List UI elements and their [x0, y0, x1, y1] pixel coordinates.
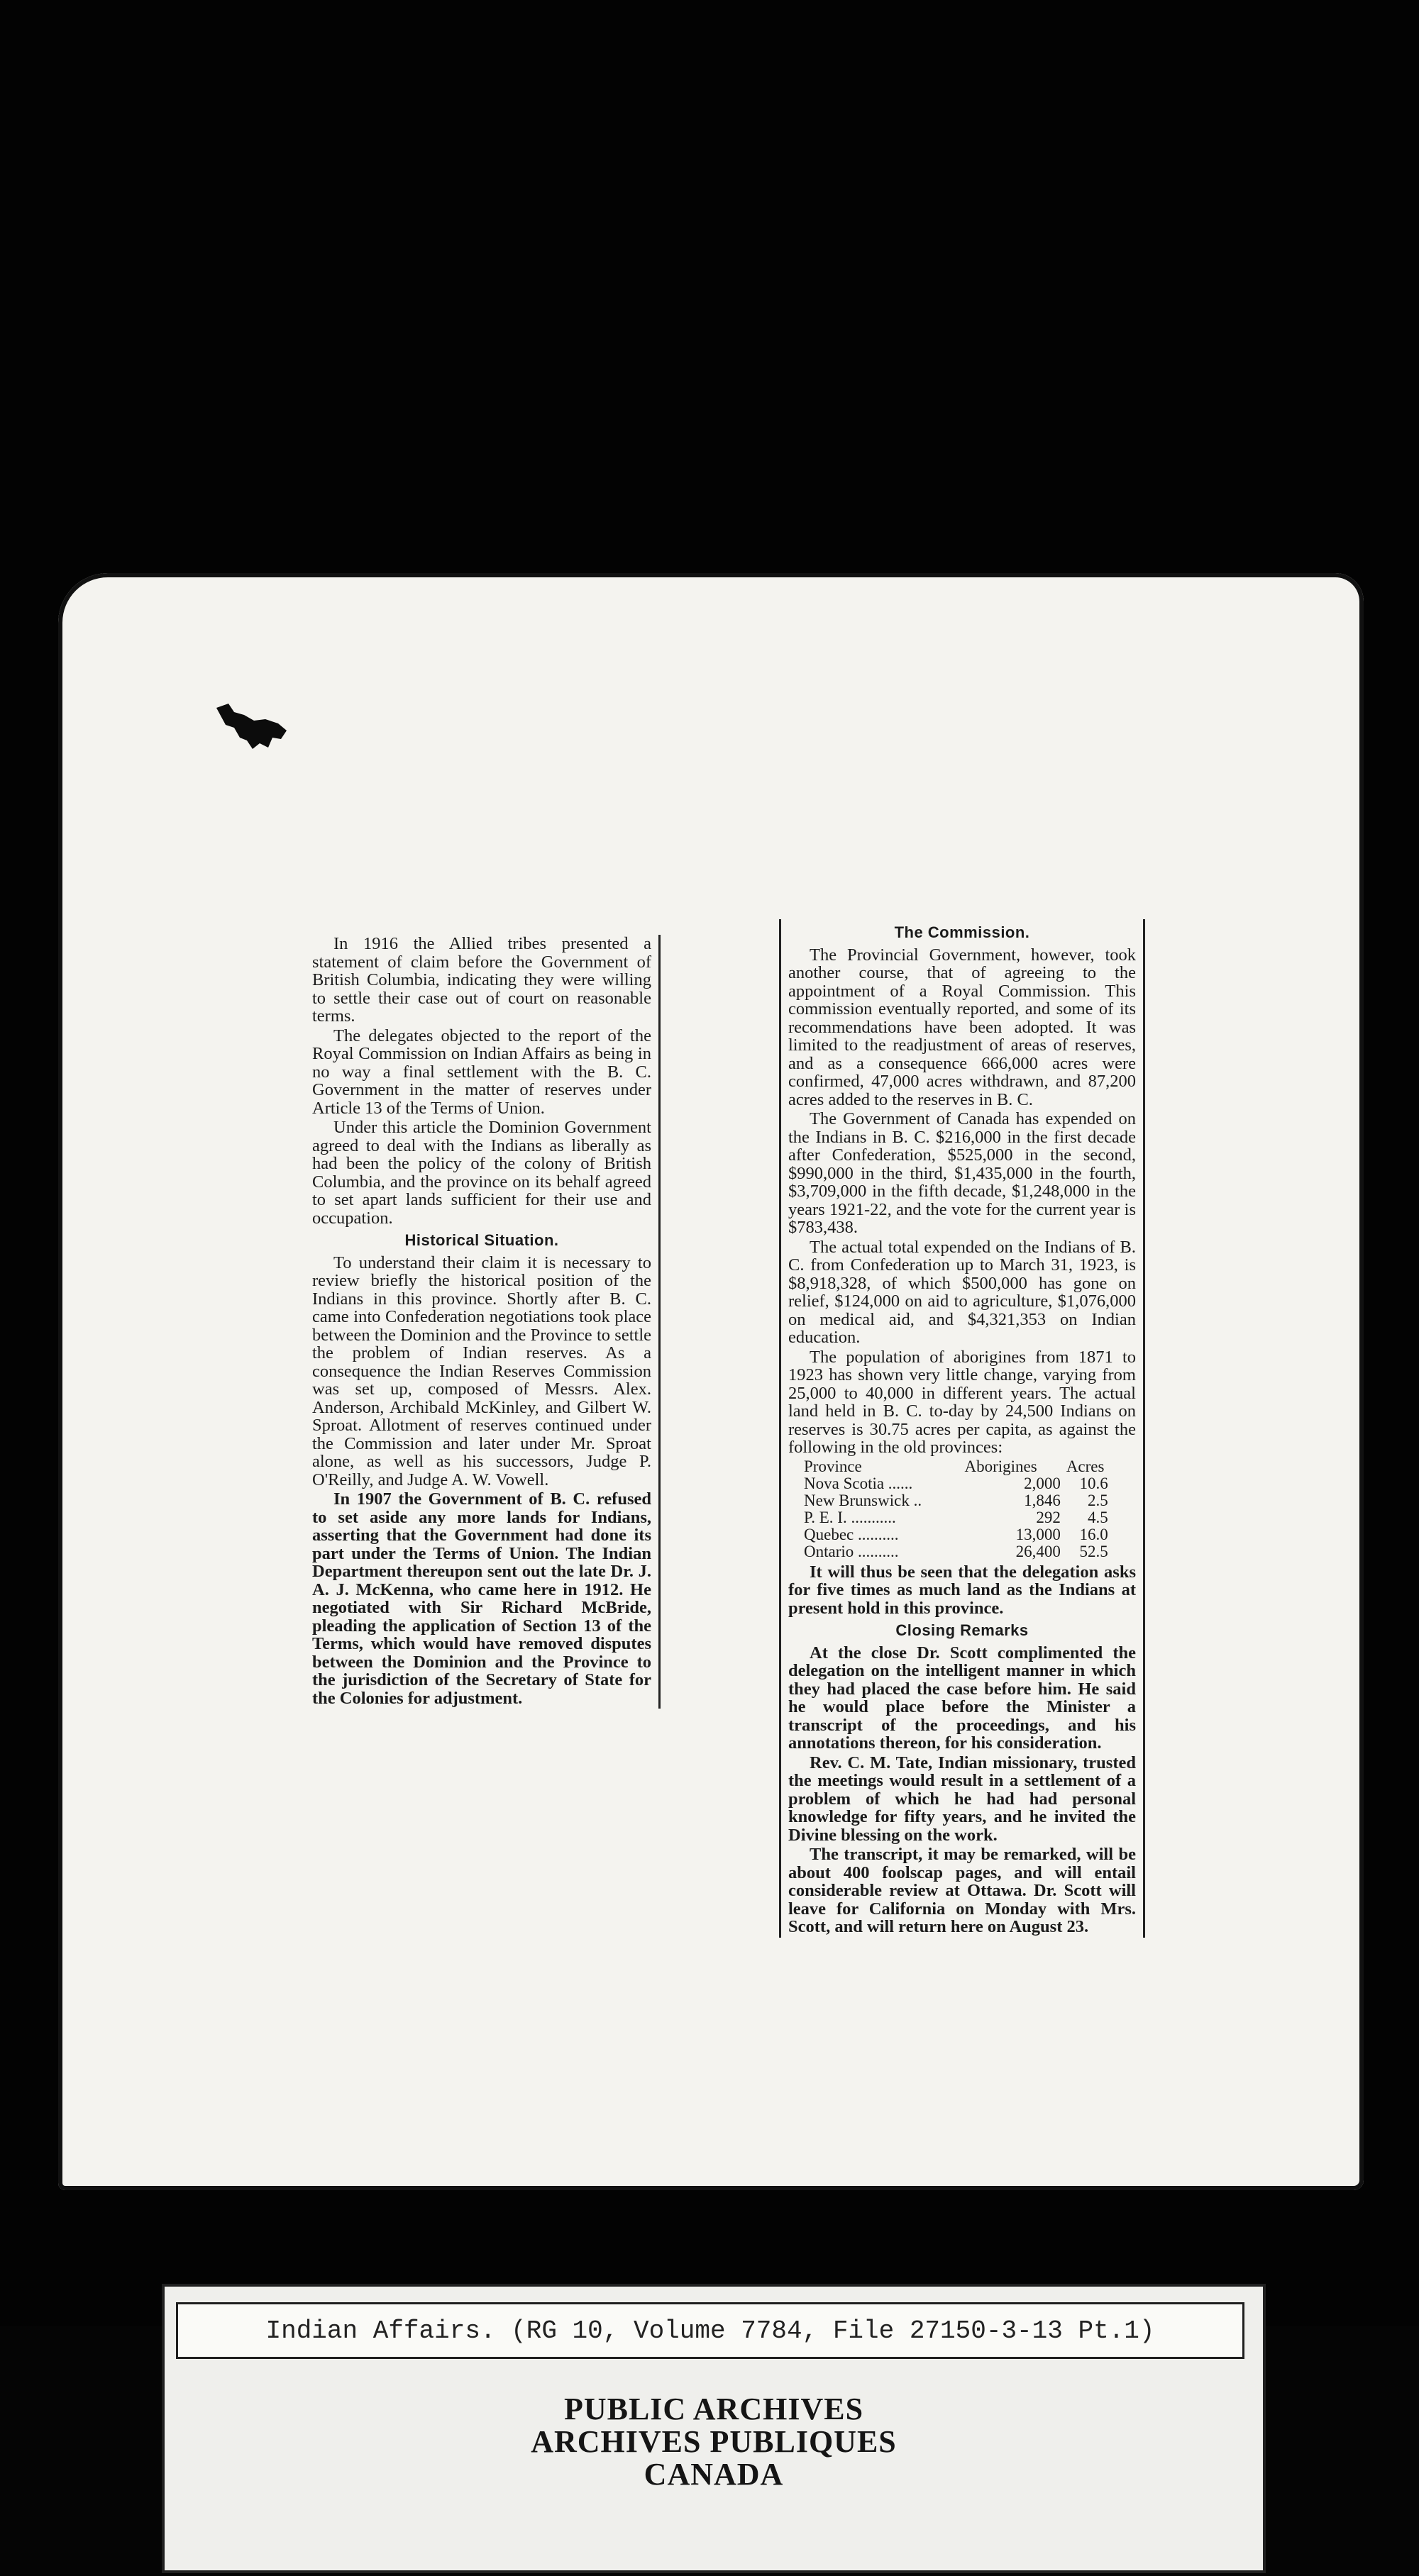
archive-reference-line: Indian Affairs. (RG 10, Volume 7784, File 27150-3-13 Pt.1): [176, 2302, 1244, 2359]
paragraph: The delegates objected to the report of the Royal Commission on Indian Affairs as being in no way a final settlement with the B. C. Government in the matter of reserves under Article 13 of the Terms of Union.: [312, 1026, 651, 1118]
paragraph: The actual total expended on the Indians of B. C. from Confederation up to March 31, 1923, is $8,918,328, of which $500,000 has gone on relief, $124,000 on aid to agriculture, $1,076,000 on medical aid, and $4,321,353 on Indian education.: [788, 1237, 1136, 1347]
table-cell: 2,000: [1024, 1474, 1061, 1492]
ink-blot-mark: [213, 702, 291, 752]
archive-label-card: [162, 2284, 1266, 2573]
stamp-line: CANADA: [644, 2457, 784, 2492]
table-cell: 4.5: [1088, 1508, 1108, 1526]
table-row: [801, 1475, 1121, 1492]
table-header: Acres: [1066, 1457, 1105, 1475]
paragraph: The transcript, it may be remarked, will be about 400 foolscap pages, and will entail considerable review at Ottawa. Dr. Scott will leave for California on Monday with Mrs. Scott, and will return here on August 23.: [788, 1845, 1136, 1936]
paragraph: In 1907 the Government of B. C. refused to set aside any more lands for Indians, asserting that the Government had done its part under the Terms of Union. The Indian Department thereupon sent out the late Dr. J. A. J. McKenna, who came here in 1912. He negotiated with Sir Richard McBride, pleading the application of Section 13 of the Terms, which would have removed disputes between the Dominion and the Province to the jurisdiction of the Secretary of State for the Colonies for adjustment.: [312, 1489, 651, 1708]
left-article-column: [312, 935, 661, 1709]
paragraph: At the close Dr. Scott complimented the delegation on the intelligent manner in which they had placed the case before him. He said he would place before the Minister a transcript of the proceedings, and his annotations thereon, for his consideration.: [788, 1643, 1136, 1753]
table-cell: 52.5: [1079, 1542, 1108, 1560]
paragraph: In 1916 the Allied tribes presented a statement of claim before the Government of British Columbia, indicating they were willing to settle their case out of court on reasonable terms.: [312, 934, 651, 1026]
paragraph: The population of aborigines from 1871 to 1923 has shown very little change, varying from 25,000 to 40,000 in different years. The actual land held in B. C. to-day by 24,500 Indians on reserves is 30.75 acres per capita, as against the following in the old provinces:: [788, 1347, 1136, 1457]
table-cell: Ontario ..........: [804, 1542, 899, 1560]
film-edge-left: [0, 2326, 162, 2575]
film-edge-right: [1260, 2326, 1419, 2575]
clipping-page: [58, 573, 1364, 2190]
table-cell: 1,846: [1024, 1491, 1061, 1509]
stamp-line: PUBLIC ARCHIVES: [563, 2392, 864, 2426]
heading-the-commission: The Commission.: [894, 923, 1030, 941]
paragraph: The Provincial Government, however, took another course, that of agreeing to the appointment of a Royal Commission. This commission eventually reported, and some of its recommendations have been adopted. It was limited to the readjustment of areas of reserves, and as a consequence 666,000 acres were confirmed, 47,000 acres withdrawn, and 87,200 acres added to the reserves in B. C.: [788, 945, 1136, 1109]
heading-closing-remarks: Closing Remarks: [895, 1621, 1029, 1639]
paragraph: It will thus be seen that the delegation asks for five times as much land as the Indians at present hold in this province.: [788, 1562, 1136, 1618]
table-row: [801, 1509, 1121, 1526]
right-article-column: [779, 919, 1145, 1938]
table-cell: Quebec ..........: [804, 1525, 899, 1543]
table-cell: P. E. I. ...........: [804, 1508, 896, 1526]
table-cell: 16.0: [1079, 1525, 1108, 1543]
table-header: Aborigines: [964, 1457, 1037, 1475]
table-cell: New Brunswick ..: [804, 1491, 922, 1509]
table-cell: 10.6: [1079, 1474, 1108, 1492]
paragraph: To understand their claim it is necessary to review briefly the historical position of the Indians in this province. Shortly after B. C. came into Confederation negotiations took place between the Dominion and the Province to settle the problem of Indian reserves. As a consequence the Indian Reserves Commission was set up, composed of Messrs. Alex. Anderson, Archibald McKinley, and Gilbert W. Sproat. Allotment of reserves continued under the Commission and later under Mr. Sproat alone, as well as his successors, Judge P. O'Reilly, and Judge A. W. Vowell.: [312, 1253, 651, 1489]
paragraph: The Government of Canada has expended on the Indians in B. C. $216,000 in the first decade after Confederation, $525,000 in the second, $990,000 in the third, $1,435,000 in the fourth, $3,709,000 in the fifth decade, $1,248,000 in the years 1921-22, and the vote for the current year is $783,438.: [788, 1109, 1136, 1237]
table-row: [801, 1526, 1121, 1543]
heading-historical-situation: Historical Situation.: [404, 1231, 559, 1249]
table-cell: 26,400: [1015, 1542, 1061, 1560]
table-row: [801, 1543, 1121, 1560]
table-cell: 13,000: [1015, 1525, 1061, 1543]
aborigines-table: [801, 1458, 1121, 1560]
table-cell: 2.5: [1088, 1491, 1108, 1509]
public-archives-stamp: [165, 2393, 1263, 2491]
table-cell: Nova Scotia ......: [804, 1474, 913, 1492]
stamp-line: ARCHIVES PUBLIQUES: [531, 2424, 897, 2459]
table-header: Province: [804, 1457, 862, 1475]
table-row: [801, 1492, 1121, 1509]
paragraph: Rev. C. M. Tate, Indian missionary, trusted the meetings would result in a settlement of a problem of which he had had personal knowledge for fifty years, and he invited the Divine blessing on the work.: [788, 1753, 1136, 1845]
paragraph: Under this article the Dominion Government agreed to deal with the Indians as liberally as had been the policy of the colony of British Columbia, and the province on its behalf agreed to set apart lands sufficient for their use and occupation.: [312, 1118, 651, 1228]
table-cell: 292: [1036, 1508, 1061, 1526]
